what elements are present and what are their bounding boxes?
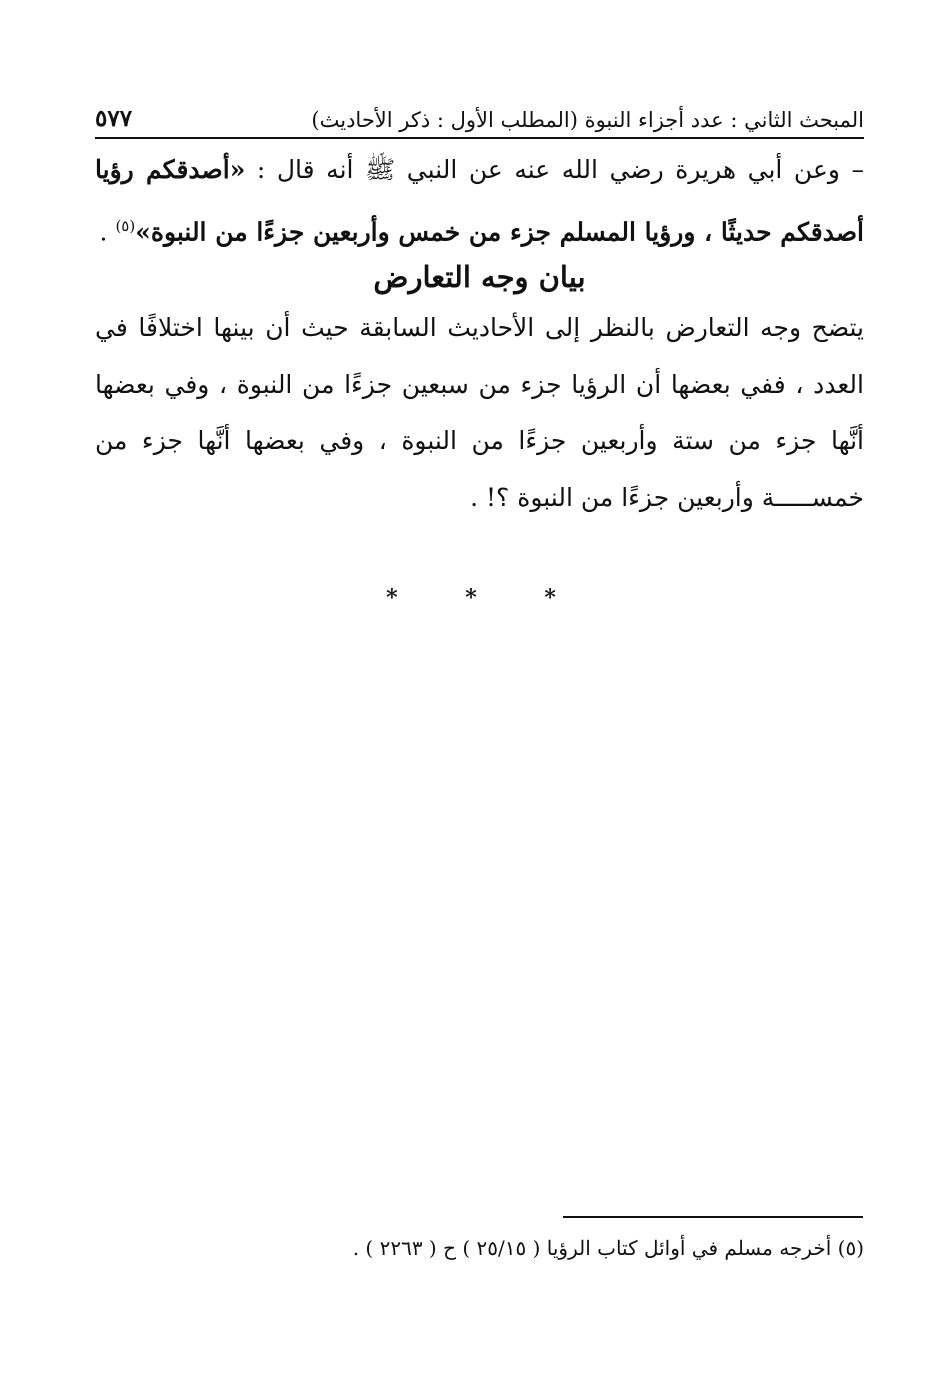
footnote-rule (563, 1216, 863, 1218)
hadith-intro: – وعن أبي هريرة رضي الله عنه عن النبي ﷺ أنه قال : (245, 155, 864, 184)
section-divider: * * * (386, 585, 586, 611)
section-heading: بيان وجه التعارض (373, 260, 586, 294)
header-title: المبحث الثاني : عدد أجزاء النبوة (المطلب الأول : ذكر الأحاديث) (311, 108, 864, 132)
explanation-paragraph: يتضح وجه التعارض بالنظر إلى الأحاديث السابقة حيث أن بينها اختلافًا في العدد ، ففي بعضها أن الرؤيا جزء من سبعين جزءًا من النبوة ، وفي بعضها أنَّها جزء من ستة وأربعين جزءًا من النبوة ، وفي بعضها أنَّها جزء من خمســـــة وأربعين جزءًا من النبوة ؟! . (95, 313, 865, 512)
hadith-paragraph (95, 142, 864, 260)
hadith-end: . (99, 217, 116, 247)
header-rule (95, 137, 864, 139)
footnote: (٥) أخرجه مسلم في أوائل كتاب الرؤيا ( ٢٥/١٥ ) ح ( ٢٢٦٣ ) . (352, 1236, 864, 1260)
page-number: ٥٧٧ (95, 105, 133, 132)
hadith-quote: «أصدقكم رؤيا أصدقكم حديثًا ، ورؤيا المسلم جزء من خمس وأربعين جزءًا من النبوة» (95, 155, 864, 247)
footnote-marker[interactable]: (٥) (115, 217, 136, 235)
running-header (95, 92, 864, 132)
